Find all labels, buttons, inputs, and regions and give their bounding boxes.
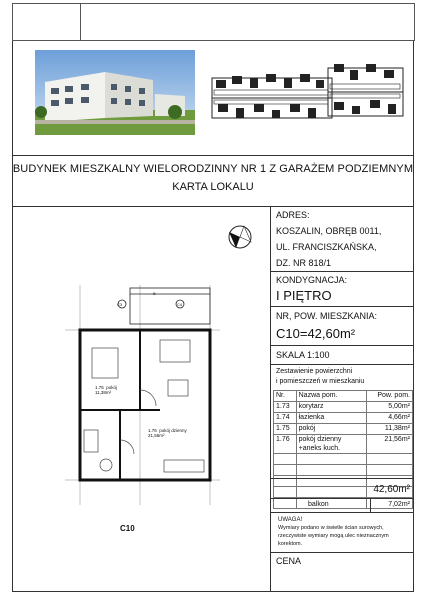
scale-text: SKALA 1:100 [276, 350, 330, 360]
apartment-value: C10=42,60m² [276, 326, 356, 341]
note-line1: Wymiary podano w świetle ścian surowych, [278, 525, 384, 531]
building-render-image [35, 50, 195, 135]
room-number: 1.75 [274, 424, 297, 435]
room-name: łazienka [296, 413, 366, 424]
summary-heading-2: i pomieszczeń w mieszkaniu [276, 378, 365, 385]
room-number: 1.73 [274, 402, 297, 413]
site-plan-drawing [210, 60, 405, 130]
room-name: pokój [296, 424, 366, 435]
total-divider [270, 478, 414, 479]
address-line2: UL. FRANCISZKAŃSKA, [276, 242, 377, 252]
note-divider [270, 512, 414, 513]
card-title: KARTA LOKALU [172, 181, 254, 193]
floor-value: I PIĘTRO [276, 288, 332, 303]
address-label: ADRES: [276, 210, 310, 220]
note-line3: korektom. [278, 541, 303, 547]
price-label: CENA [276, 556, 302, 566]
building-title: BUDYNEK MIESZKALNY WIELORODZINNY NR 1 Z GARAŻEM PODZIEMNYM [12, 163, 414, 175]
summary-heading-1: Zestawienie powierzchni [276, 368, 353, 375]
column-header: Nazwa pom. [296, 391, 366, 402]
balcony-divider [270, 498, 414, 499]
total-area: 42,60m² [373, 484, 410, 495]
room-number: 1.74 [274, 413, 297, 424]
info-divider-1 [270, 271, 414, 272]
info-divider-2 [270, 306, 414, 307]
room-area: 11,38m² [366, 424, 412, 435]
note-title: UWAGA! [278, 517, 303, 523]
grid-tag-c3: C3 [117, 302, 123, 307]
table-row [274, 424, 413, 435]
table-empty-row [274, 465, 413, 476]
balcony-area: 7,02m² [388, 501, 410, 508]
room-number: 1.76 [274, 435, 297, 454]
grid-tag-c4: C4 [177, 302, 183, 307]
room-name: pokój dzienny +aneks kuch. [296, 435, 366, 454]
table-row [274, 402, 413, 413]
note-line2: rzeczywiste wymiary mogą ulec nieznacznym [278, 533, 389, 539]
table-row [274, 435, 413, 454]
frame-right [413, 40, 414, 592]
unit-label: C10 [120, 524, 135, 533]
room-name: korytarz [296, 402, 366, 413]
north-arrow-icon [225, 222, 255, 252]
table-empty-row [274, 454, 413, 465]
address-line1: KOSZALIN, OBRĘB 0011, [276, 226, 382, 236]
room-label-1-75: 1.75 pokój 11,38m² [95, 385, 118, 395]
info-divider-3 [270, 345, 414, 346]
balcony-tag: B [153, 291, 156, 296]
room-label-1-76: 1.76 pokój dzienny 21,56m² [148, 428, 187, 438]
room-area: 5,00m² [366, 402, 412, 413]
column-header: Nr. [274, 391, 297, 402]
apartment-floor-plan [60, 280, 225, 515]
frame-bottom [12, 591, 414, 592]
info-divider-4 [270, 364, 414, 365]
top-box-left [12, 3, 81, 41]
balcony-label: balkon [308, 501, 329, 508]
info-column-divider [270, 206, 271, 592]
floor-label: KONDYGNACJA: [276, 275, 348, 285]
apartment-label: NR, POW. MIESZKANIA: [276, 311, 378, 321]
price-divider [270, 552, 414, 553]
table-header-row [274, 391, 413, 402]
address-line3: DZ. NR 818/1 [276, 258, 332, 268]
header-divider-bottom [12, 206, 414, 207]
balcony-col-line [370, 498, 371, 512]
header-divider-top [12, 155, 414, 156]
room-area: 4,66m² [366, 413, 412, 424]
column-header: Pow. pom. [366, 391, 412, 402]
room-area: 21,56m² [366, 435, 412, 454]
frame-left [12, 40, 13, 592]
top-box-right [80, 3, 415, 41]
table-row [274, 413, 413, 424]
